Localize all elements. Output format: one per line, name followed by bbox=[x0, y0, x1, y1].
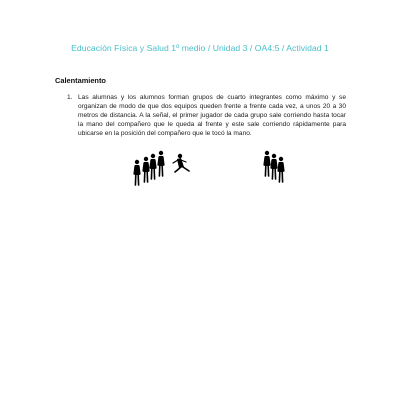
section-title: Calentamiento bbox=[55, 76, 106, 85]
page-header-breadcrumb: Educación Física y Salud 1º medio / Unidad 3 / OA4:5 / Actividad 1 bbox=[71, 43, 329, 53]
standing-children-group-icon bbox=[264, 151, 284, 182]
list-item-number: 1. bbox=[67, 94, 73, 101]
running-child-icon bbox=[173, 154, 189, 172]
standing-children-group-icon bbox=[134, 151, 164, 185]
list-item-text: Las alumnas y los alumnos forman grupos de cuarto integrantes como máximo y se organizan de modo de que dos equipos queden frente a frente cada vez, a unos 20 a 30 metros de distancia. A la señal, el primer jugador de cada grupo sale corriendo hasta tocar la mano del compañero que le queda al frente y este sale corriendo rápidamente para ubicarse en la posición del compañero que le tocó la mano. bbox=[78, 94, 346, 137]
